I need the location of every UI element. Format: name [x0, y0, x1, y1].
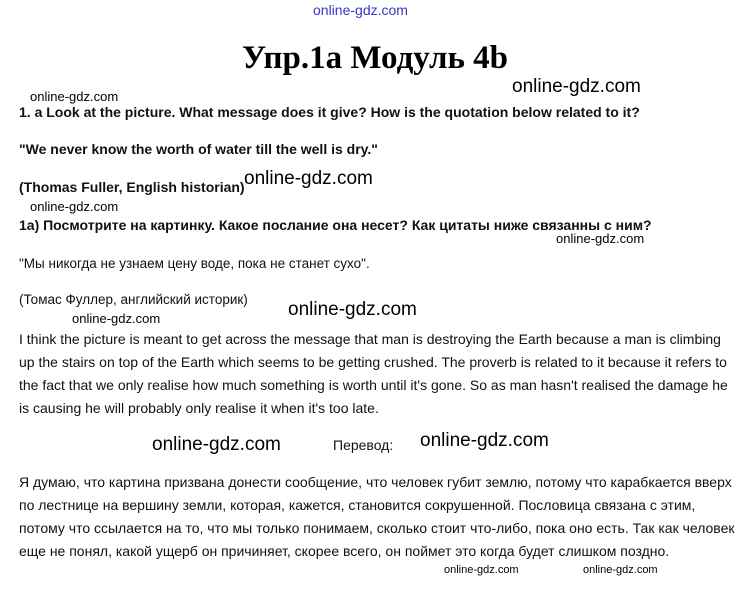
- watermark-top: online-gdz.com: [313, 2, 408, 18]
- watermark: online-gdz.com: [30, 89, 119, 104]
- watermark: online-gdz.com: [152, 434, 281, 455]
- watermark: online-gdz.com: [444, 564, 519, 576]
- quote-english: "We never know the worth of water till the well is dry.": [19, 141, 378, 157]
- watermark: online-gdz.com: [583, 564, 658, 576]
- translation-label: Перевод:: [333, 437, 394, 453]
- task-russian: 1а) Посмотрите на картинку. Какое послание она несет? Как цитаты ниже связанны с ним?: [19, 217, 652, 233]
- watermark: online-gdz.com: [72, 311, 161, 326]
- answer-english: I think the picture is meant to get across the message that man is destroying the Earth because a man is climbing up the stairs on top of the Earth which seems to be getting crushed. The proverb is related to it because it refers to the fact that we only realise how much something is worth until it's gone. So as man hasn't realised the damage he is causing he will probably only realise it when it's too late.: [19, 331, 728, 416]
- author-english: (Thomas Fuller, English historian): [19, 179, 245, 195]
- watermark: online-gdz.com: [244, 168, 373, 189]
- watermark: online-gdz.com: [420, 430, 549, 451]
- answer-russian: Я думаю, что картина призвана донести сообщение, что человек губит землю, потому что карабкается вверх по лестнице на вершину земли, которая, кажется, становится сокрушенной. Пословица связана с этим, потому что ссылается на то, что мы только понимаем, сколько стоит что-либо, пока оно есть. Так как человек еще не понял, какой ущерб он причиняет, скорее всего, он поймет это когда будет слишком поздно.: [19, 474, 735, 559]
- watermark: online-gdz.com: [288, 299, 417, 320]
- watermark: online-gdz.com: [556, 231, 645, 246]
- quote-russian: "Мы никогда не узнаем цену воде, пока не станет сухо".: [19, 256, 370, 271]
- watermark: online-gdz.com: [512, 76, 641, 97]
- task-english: 1. a Look at the picture. What message does it give? How is the quotation below related to it?: [19, 104, 640, 120]
- watermark: online-gdz.com: [30, 199, 119, 214]
- page-title: Упр.1а Модуль 4b: [241, 40, 509, 76]
- author-russian: (Томас Фуллер, английский историк): [19, 292, 248, 307]
